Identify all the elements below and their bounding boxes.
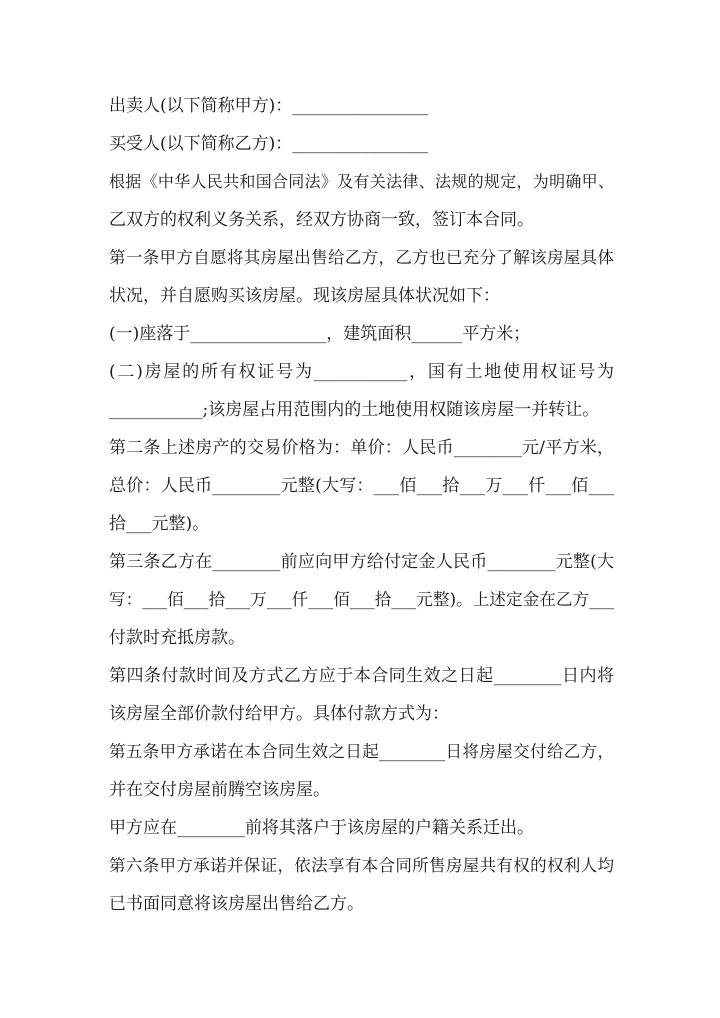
article-4-line-1: 第四条付款时间及方式乙方应于本合同生效之日起________日内将 [109,666,614,686]
article-3-line-2: 写：___佰___拾___万___仟___佰___拾___元整)。上述定金在乙方___ [109,590,614,609]
article-1-line-1: 第一条甲方自愿将其房屋出售给乙方，乙方也已充分了解该房屋具体 [109,248,614,267]
preamble-line-2: 乙双方的权利义务关系，经双方协商一致，签订本合同。 [109,210,534,230]
article-1-item-2-line-1: (二)房屋的所有权证号为___________，国有土地使用权证号为 [109,362,614,382]
article-2-line-1: 第二条上述房产的交易价格为：单价：人民币________元/平方米， [109,438,614,458]
article-5-line-2: 并在交付房屋前腾空该房屋。 [109,780,330,800]
preamble-line-1: 根据《中华人民共和国合同法》及有关法律、法规的规定，为明确甲、 [109,172,614,191]
article-6-line-1: 第六条甲方承诺并保证，依法享有本合同所售房屋共有权的权利人均 [109,856,614,875]
article-1-line-2: 状况，并自愿购买该房屋。现该房屋具体状况如下： [109,286,500,306]
article-3-line-1: 第三条乙方在________前应向甲方给付定金人民币________元整(大 [109,552,614,572]
article-3-line-3: 付款时充抵房款。 [109,628,245,648]
buyer-line: 买受人(以下简称乙方)：________________ [109,134,429,154]
article-2-line-2: 总价：人民币________元整(大写：___佰___拾___万___仟___佰___ [109,476,614,496]
article-6-line-2: 已书面同意将该房屋出售给乙方。 [109,894,364,914]
article-1-item-1: (一)座落于________________，建筑面积______平方米； [109,324,531,344]
article-5-line-1: 第五条甲方承诺在本合同生效之日起________日将房屋交付给乙方， [109,742,614,761]
article-2-line-3: 拾___元整)。 [109,514,210,534]
article-5-line-3: 甲方应在________前将其落户于该房屋的户籍关系迁出。 [109,818,534,838]
article-4-line-2: 该房屋全部价款付给甲方。具体付款方式为： [109,704,449,724]
seller-line: 出卖人(以下简称甲方)：________________ [109,96,429,116]
article-1-item-2-line-2: ___________;该房屋占用范围内的土地使用权随该房屋一并转让。 [109,400,600,420]
